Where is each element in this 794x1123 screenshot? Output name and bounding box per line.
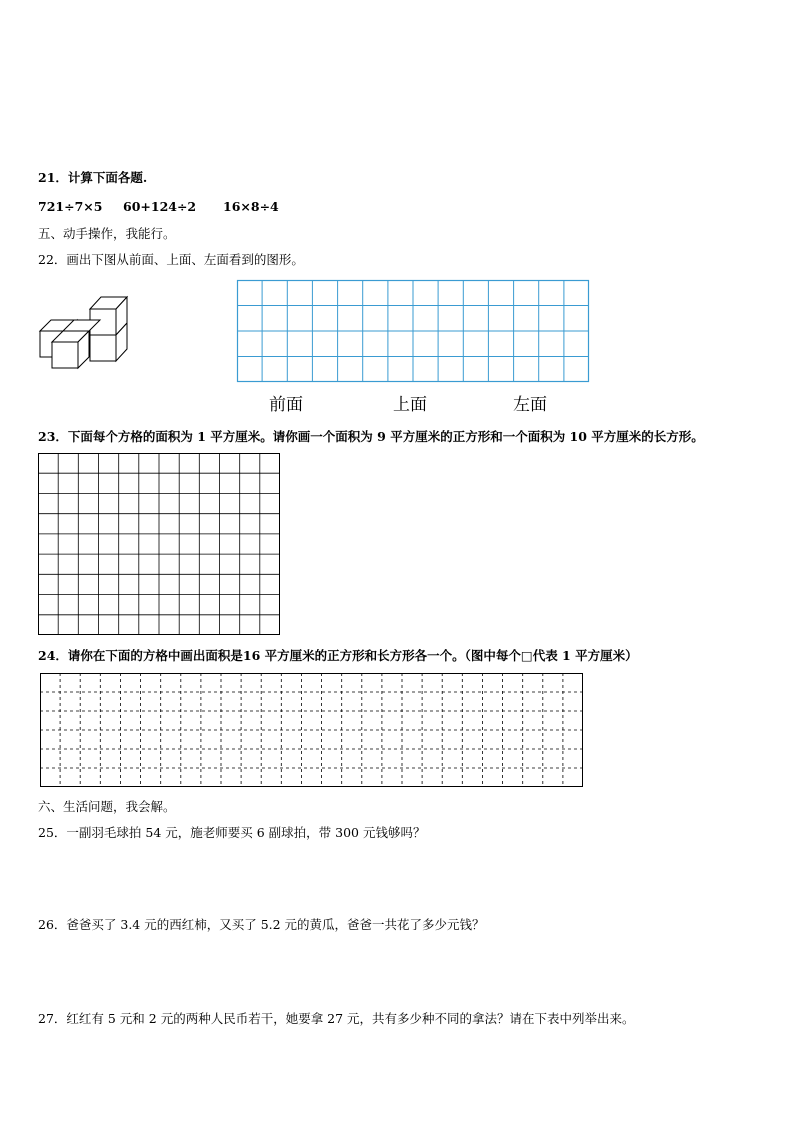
caption-left: 左面 [513, 395, 547, 415]
section6-title: 六、生活问题，我会解。 [38, 799, 176, 814]
q23-title: 23．下面每个方格的面积为 1 平方厘米。请你画一个面积为 9 平方厘米的正方形和一个面积为 10 平方厘米的长方形。 [38, 429, 704, 444]
q26-title: 26．爸爸买了 3.4 元的西红柿，又买了 5.2 元的黄瓜，爸爸一共花了多少元钱？ [38, 917, 485, 932]
q25-title: 25．一副羽毛球拍 54 元，施老师要买 6 副球拍，带 300 元钱够吗？ [38, 825, 426, 840]
q23-square-grid [38, 453, 280, 635]
q24-dashed-grid [40, 673, 583, 787]
section5-title: 五、动手操作，我能行。 [38, 226, 176, 241]
q22-answer-grid [237, 280, 589, 382]
caption-front: 前面 [269, 395, 303, 415]
q21-expression-2: 60+124÷2 [123, 199, 197, 214]
q22-title: 22．画出下图从前面、上面、左面看到的图形。 [38, 252, 304, 267]
q21-expression-1: 721÷7×5 [38, 199, 103, 214]
caption-top: 上面 [393, 395, 427, 415]
q24-title: 24．请你在下面的方格中画出面积是16 平方厘米的正方形和长方形各一个。（图中每个□代表 1 平方厘米） [38, 648, 638, 663]
q21-expression-3: 16×8÷4 [223, 199, 279, 214]
q21-title: 21．计算下面各题. [38, 170, 148, 185]
cube-stack-figure [38, 295, 130, 370]
q27-title: 27．红红有 5 元和 2 元的两种人民币若干，她要拿 27 元，共有多少种不同的拿法？请在下表中列举出来。 [38, 1011, 635, 1026]
